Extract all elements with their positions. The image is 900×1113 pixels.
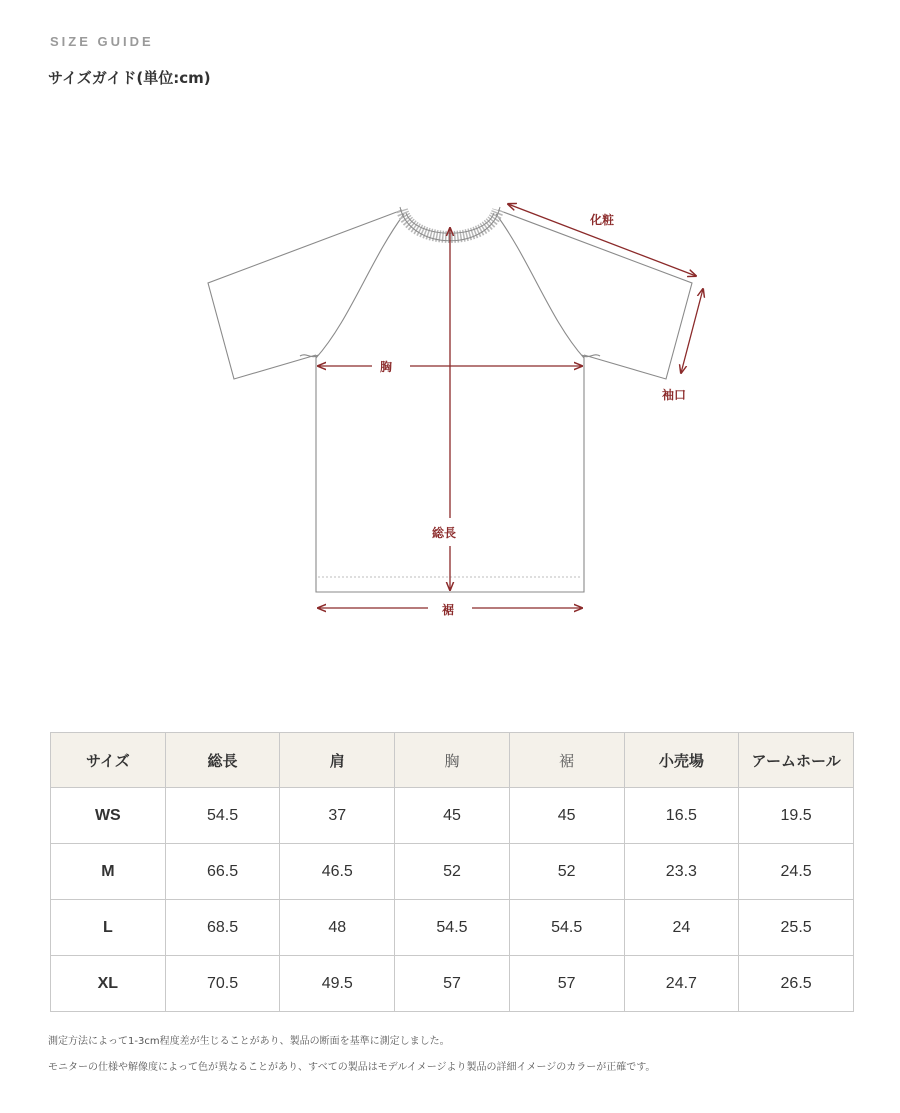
col-header-armhole: アームホール xyxy=(739,733,854,788)
col-header-chest: 胸 xyxy=(395,733,510,788)
value-cell: 45 xyxy=(395,788,510,844)
value-cell: 66.5 xyxy=(165,844,280,900)
value-cell: 54.5 xyxy=(165,788,280,844)
label-hem: 裾 xyxy=(442,603,455,617)
label-cuff: 袖口 xyxy=(662,388,687,402)
value-cell: 26.5 xyxy=(739,956,854,1012)
value-cell: 24 xyxy=(624,900,739,956)
measurement-note: 測定方法によって1-3cm程度差が生じることがあり、製品の断面を基準に測定しました。 xyxy=(48,1036,450,1047)
col-header-size: サイズ xyxy=(51,733,166,788)
size-guide-eyebrow: SIZE GUIDE xyxy=(50,34,154,49)
value-cell: 54.5 xyxy=(509,900,624,956)
col-header-total-length: 総長 xyxy=(165,733,280,788)
col-header-sleeve: 小売場 xyxy=(624,733,739,788)
size-table xyxy=(50,732,854,1012)
size-cell: L xyxy=(51,900,166,956)
size-guide-title: サイズガイド(単位:cm) xyxy=(48,69,211,87)
table-row xyxy=(51,844,854,900)
table-row xyxy=(51,900,854,956)
value-cell: 25.5 xyxy=(739,900,854,956)
value-cell: 45 xyxy=(509,788,624,844)
value-cell: 23.3 xyxy=(624,844,739,900)
label-total-length: 総長 xyxy=(432,526,457,540)
label-sleeve-length: 化粧 xyxy=(590,213,615,227)
value-cell: 48 xyxy=(280,900,395,956)
measure-arrows xyxy=(318,204,703,608)
col-header-shoulder: 肩 xyxy=(280,733,395,788)
table-row xyxy=(51,956,854,1012)
value-cell: 46.5 xyxy=(280,844,395,900)
table-row xyxy=(51,788,854,844)
color-note: モニターの仕様や解像度によって色が異なることがあり、すべての製品はモデルイメージより製品の詳細イメージのカラーが正確です。 xyxy=(48,1062,656,1073)
value-cell: 19.5 xyxy=(739,788,854,844)
value-cell: 52 xyxy=(509,844,624,900)
value-cell: 68.5 xyxy=(165,900,280,956)
value-cell: 37 xyxy=(280,788,395,844)
value-cell: 16.5 xyxy=(624,788,739,844)
label-chest: 胸 xyxy=(380,360,393,374)
value-cell: 54.5 xyxy=(395,900,510,956)
size-cell: WS xyxy=(51,788,166,844)
value-cell: 57 xyxy=(509,956,624,1012)
col-header-hem: 裾 xyxy=(509,733,624,788)
size-cell: M xyxy=(51,844,166,900)
value-cell: 49.5 xyxy=(280,956,395,1012)
value-cell: 24.5 xyxy=(739,844,854,900)
value-cell: 24.7 xyxy=(624,956,739,1012)
value-cell: 52 xyxy=(395,844,510,900)
value-cell: 57 xyxy=(395,956,510,1012)
table-header-row xyxy=(51,733,854,788)
value-cell: 70.5 xyxy=(165,956,280,1012)
size-cell: XL xyxy=(51,956,166,1012)
